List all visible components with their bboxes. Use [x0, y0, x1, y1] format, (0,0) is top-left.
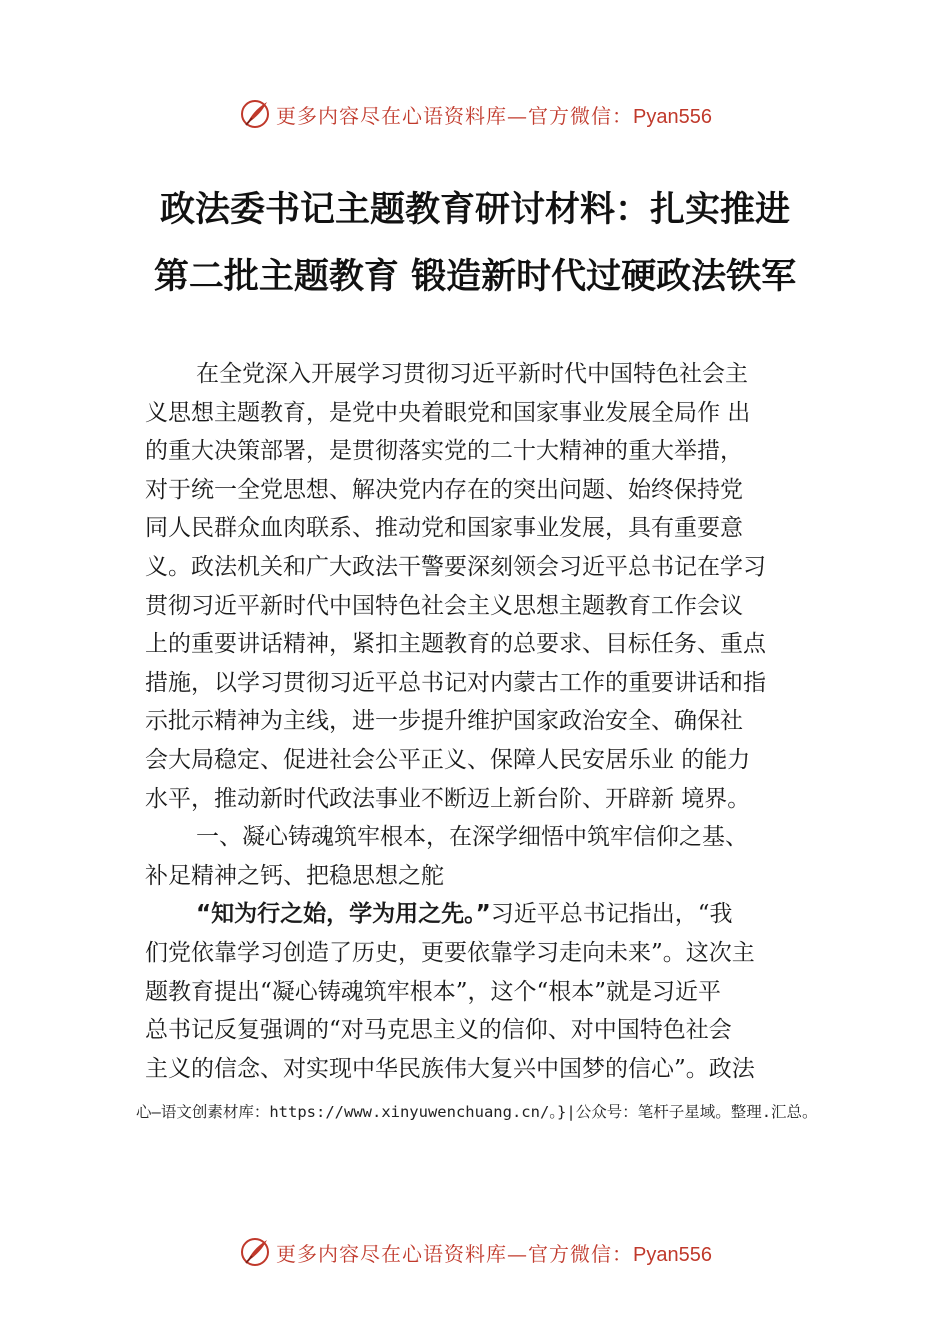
- feather-pen-logo-icon: [238, 97, 272, 131]
- body-line: 的重大决策部署，是贯彻落实党的二十大精神的重大举措，: [145, 438, 743, 465]
- body-line: 主义的信念、对实现中华民族伟大复兴中国梦的信心”。政法: [145, 1055, 755, 1082]
- banner-wechat-id: Pyan556: [633, 105, 712, 128]
- body-line: 示批示精神为主线，进一步提升维护国家政治安全、确保社: [145, 708, 743, 735]
- footer-banner: [0, 1232, 950, 1272]
- body-line: 水平，推动新时代政法事业不断迈上新台阶、开辟新 境界。: [145, 785, 751, 812]
- body-line: 总书记反复强调的“对马克思主义的信仰、对中国特色社会: [145, 1017, 732, 1044]
- document-body: [145, 355, 845, 1088]
- header-banner: [0, 94, 950, 134]
- body-line: 会大局稳定、促进社会公平正义、保障人民安居乐业 的能力: [145, 746, 751, 773]
- banner-text: 更多内容尽在心语资料库—官方微信：: [276, 1241, 634, 1266]
- body-line: 同人民群众血肉联系、推动党和国家事业发展，具有重要意: [145, 515, 743, 542]
- section-heading-line: 一、凝心铸魂筑牢根本，在深学细悟中筑牢信仰之基、: [196, 824, 748, 851]
- body-line: 对于统一全党思想、解决党内存在的突出问题、始终保持党: [145, 476, 743, 503]
- body-line: 措施，以学习贯彻习近平总书记对内蒙古工作的重要讲话和指: [145, 669, 766, 696]
- lead-rest: 习近平总书记指出，“我: [490, 901, 733, 928]
- section-heading-line: 补足精神之钙、把稳思想之舵: [145, 862, 444, 889]
- body-line: 贯彻习近平新时代中国特色社会主义思想主题教育工作会议: [145, 592, 743, 619]
- body-line: 义。政法机关和广大政法干警要深刻领会习近平总书记在学习: [145, 553, 766, 580]
- banner-text: 更多内容尽在心语资料库—官方微信：: [276, 103, 634, 128]
- source-footnote: 心—语文创素材库：https://www.xinyuwenchuang.cn/。}|公众号：笔杆子星域。整理.汇总。: [136, 1103, 818, 1121]
- lead-quote: “知为行之始，学为用之先。”: [196, 901, 491, 928]
- feather-pen-logo-icon: [238, 1235, 272, 1269]
- body-line: 义思想主题教育，是党中央着眼党和国家事业发展全局作 出: [145, 399, 751, 426]
- document-title-line-1: 政法委书记主题教育研讨材料：扎实推进: [159, 189, 790, 230]
- banner-wechat-id: Pyan556: [633, 1243, 712, 1266]
- body-line: 在全党深入开展学习贯彻习近平新时代中国特色社会主: [196, 361, 748, 387]
- document-title-line-2: 第二批主题教育 锻造新时代过硬政法铁军: [153, 256, 797, 297]
- body-line: 上的重要讲话精神，紧扣主题教育的总要求、目标任务、重点: [145, 631, 766, 658]
- body-line: 题教育提出“凝心铸魂筑牢根本”，这个“根本”就是习近平: [145, 978, 722, 1005]
- lead-quote-line: [145, 895, 845, 934]
- body-line: 们党依靠学习创造了历史，更要依靠学习走向未来”。这次主: [145, 939, 755, 966]
